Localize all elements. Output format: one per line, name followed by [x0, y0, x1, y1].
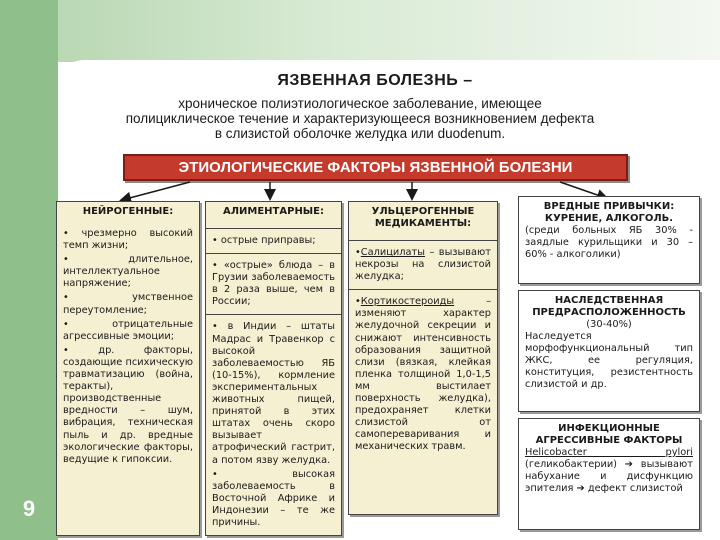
slide-number: 9: [22, 496, 36, 521]
heredity-header: НАСЛЕДСТВЕННАЯ ПРЕДРАСПОЛОЖЕННОСТЬ: [532, 295, 686, 318]
harmful-habits-text: (среди больных ЯБ 30% - заядлые курильщики и 30 – 60% - алкоголики): [525, 225, 693, 261]
alimentary-item: • высокая заболеваемость в Восточной Африке и Индонезии – те же причины.: [212, 468, 335, 528]
arrow-to-neurogenic: [122, 182, 190, 200]
corticosteroids-term: Кортикостероиды: [360, 296, 455, 308]
corticosteroids-text: – изменяют характер желудочной секреции и снижают интенсивность образования защитной слизи (вязкая, клейкая пленка толщиной 1,0-1,5 мм выстилает поверхность желудка), предохраняет клетки слизистой от самопереваривания и механических травм.: [355, 296, 491, 453]
slide-title: ЯЗВЕННАЯ БОЛЕЗНЬ –: [277, 72, 473, 89]
infection-text: [525, 447, 693, 495]
alimentary-header: АЛИМЕНТАРНЫЕ:: [222, 206, 324, 217]
ulcerogenic-panel: [348, 201, 498, 515]
neurogenic-item: • умственное переутомление;: [63, 292, 193, 316]
arrow-icon: ➔: [576, 483, 585, 495]
etiology-header-banner: ЭТИОЛОГИЧЕСКИЕ ФАКТОРЫ ЯЗВЕННОЙ БОЛЕЗНИ: [123, 154, 628, 181]
neurogenic-item: • чрезмерно высокий темп жизни;: [63, 228, 193, 252]
divider: [206, 228, 341, 229]
alimentary-item: • «острые» блюда – в Грузии заболеваемость в 2 раза выше, чем в России;: [212, 260, 335, 308]
infection-organism: Helicobacter pylori: [525, 447, 693, 458]
infection-box: [518, 418, 700, 530]
salicylates-item: •Салицилаты – вызывают некрозы на слизистой желудка;: [355, 247, 491, 283]
salicylates-text: – вызывают некрозы на слизистой желудка;: [355, 247, 491, 283]
corticosteroids-item: •Кортикостероиды – изменяют характер желудочной секреции и снижают интенсивность образования защитной слизи (вязкая, клейкая пленка толщиной 1,0-1,5 мм выстилает поверхность желудка), предохраняет клетки слизистой от самопереваривания и механических травм.: [355, 296, 491, 453]
salicylates-term: Салицилаты: [360, 247, 425, 258]
infection-text-2: вызывают набухание: [525, 459, 693, 483]
alimentary-panel: [205, 201, 342, 536]
neurogenic-panel: [56, 201, 200, 536]
neurogenic-item: • длительное, интеллектуальное напряжение;: [63, 254, 193, 290]
ulcerogenic-header: УЛЬЦЕРОГЕННЫЕ МЕДИКАМЕНТЫ:: [371, 206, 475, 229]
harmful-habits-box: [518, 196, 700, 284]
heredity-percent: (30-40%): [586, 319, 632, 330]
heredity-box: [518, 290, 700, 412]
divider: [349, 289, 497, 290]
neurogenic-item: • отрицательные агрессивные эмоции;: [63, 318, 193, 342]
infection-text-4: дефект слизистой: [587, 483, 683, 495]
harmful-habits-header: ВРЕДНЫЕ ПРИВЫЧКИ: КУРЕНИЕ, АЛКОГОЛЬ.: [543, 201, 675, 224]
arrow-icon: ➔: [624, 459, 634, 471]
neurogenic-header: НЕЙРОГЕННЫЕ:: [82, 206, 174, 217]
alimentary-item: • в Индии – штаты Мадрас и Травенкор с высокой заболеваемостью ЯБ (10-15%), кормление экспериментальных животных пищей, принятой в этих штатах очень скоро вызывает атрофический гастрит, а потом язву желудка.: [212, 321, 335, 466]
subtitle-line: в слизистой оболочке желудка или duodenum.: [214, 126, 506, 141]
divider: [206, 314, 341, 315]
heredity-text: Наследуется морфофункциональный тип ЖКС, ее регуляция, конституция, резистентность слизистой и др.: [525, 331, 693, 391]
divider: [349, 240, 497, 241]
subtitle-line: хроническое полиэтиологическое заболевание, имеющее: [178, 96, 542, 111]
infection-header: ИНФЕКЦИОННЫЕ АГРЕССИВНЫЕ ФАКТОРЫ: [535, 423, 683, 446]
neurogenic-item: • др. факторы, создающие психическую травматизацию (война, теракты), производственные вредности – шум, вибрация, техническая пыль и др. вредные экологические факторы, ведущие к гипоксии.: [63, 344, 193, 465]
infection-text-1: (геликобактерии): [525, 459, 618, 471]
infection-text-3: и дисфункцию эпителия: [525, 471, 693, 495]
alimentary-item: • острые приправы;: [212, 235, 316, 246]
subtitle-line: полициклическое течение и характеризующееся возникновением дефекта: [125, 111, 595, 126]
divider: [206, 253, 341, 254]
